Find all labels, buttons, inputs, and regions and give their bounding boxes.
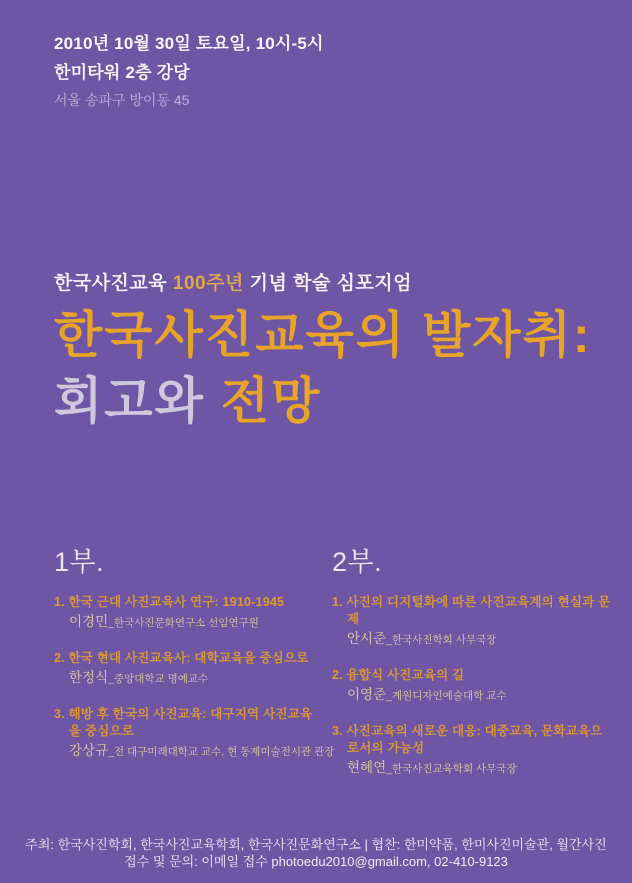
part-2-heading: 2부. [332, 547, 383, 577]
session-title: 1. 사진의 디지털화에 따른 사진교육계의 현실과 문제 [332, 595, 611, 626]
part-1-heading: 1부. [54, 547, 105, 577]
speaker-line [54, 670, 322, 687]
session-title: 2. 한국 현대 사진교육사: 대학교육을 중심으로 [54, 651, 309, 665]
title-line-2-muted: 회고와 [54, 373, 221, 429]
page-title [54, 302, 612, 434]
title-line-2-accent: 전망 [220, 373, 322, 429]
speaker-affiliation: _한국사진교육학회 사무국장 [386, 763, 517, 775]
speaker-line [332, 687, 614, 704]
session-title: 1. 한국 근대 사진교육사 연구: 1910-1945 [54, 595, 285, 609]
speaker-name: 강상규 [69, 743, 109, 758]
speaker-name: 한정식 [69, 670, 109, 685]
program-part-1 [54, 546, 335, 779]
session-title: 3. 해방 후 한국의 사진교육: 대구지역 사진교육을 중심으로 [54, 707, 313, 738]
speaker-line [54, 743, 335, 760]
speaker-name: 현혜연 [347, 760, 387, 775]
speaker-name: 안시준 [347, 631, 387, 646]
speaker-affiliation: _중앙대학교 명예교수 [108, 673, 209, 685]
program-part-2 [332, 546, 614, 796]
event-subtitle [54, 268, 612, 295]
session-item [54, 706, 335, 760]
speaker-name: 이경민 [69, 614, 109, 629]
event-info [54, 33, 324, 109]
speaker-line [54, 614, 322, 631]
session-item [54, 594, 322, 631]
subtitle-text-pre: 한국사진교육 [54, 273, 173, 294]
title-line-2 [54, 368, 612, 434]
title-block [54, 268, 612, 434]
session-title: 2. 융합식 사진교육의 길 [332, 668, 465, 682]
session-item [332, 723, 614, 777]
event-venue: 한미타워 2층 강당 [54, 63, 190, 82]
speaker-affiliation: _한국사진학회 사무국장 [386, 634, 497, 646]
speaker-line [332, 631, 614, 648]
event-date: 2010년 10월 30일 토요일, 10시-5시 [54, 34, 324, 53]
session-item [332, 667, 614, 704]
speaker-affiliation: _계원디자인예술대학 교수 [386, 690, 507, 702]
footer-organizers: 주최: 한국사진학회, 한국사진교육학회, 한국사진문화연구소 | 협찬: 한미약품, 한미사진미술관, 월간사진 [25, 837, 607, 852]
event-address: 서울 송파구 방이동 45 [54, 92, 190, 108]
session-title: 3. 사진교육의 새로운 대응: 대중교육, 문화교육으로서의 가능성 [332, 724, 603, 755]
speaker-affiliation: _전 대구미래대학교 교수, 현 동제미술전시관 관장 [108, 746, 335, 758]
footer-contact: 접수 및 문의: 이메일 접수 photoedu2010@gmail.com, 02-410-9123 [124, 854, 508, 869]
speaker-line [332, 760, 614, 777]
speaker-name: 이영준 [347, 687, 387, 702]
subtitle-text-post: 기념 학술 심포지엄 [243, 273, 412, 294]
poster-footer [0, 836, 632, 870]
session-item [332, 594, 614, 648]
title-line-1: 한국사진교육의 발자취: [54, 307, 592, 363]
session-item [54, 650, 322, 687]
subtitle-anniversary-highlight: 100주년 [172, 273, 244, 294]
speaker-affiliation: _한국사진문화연구소 선임연구원 [108, 617, 259, 629]
